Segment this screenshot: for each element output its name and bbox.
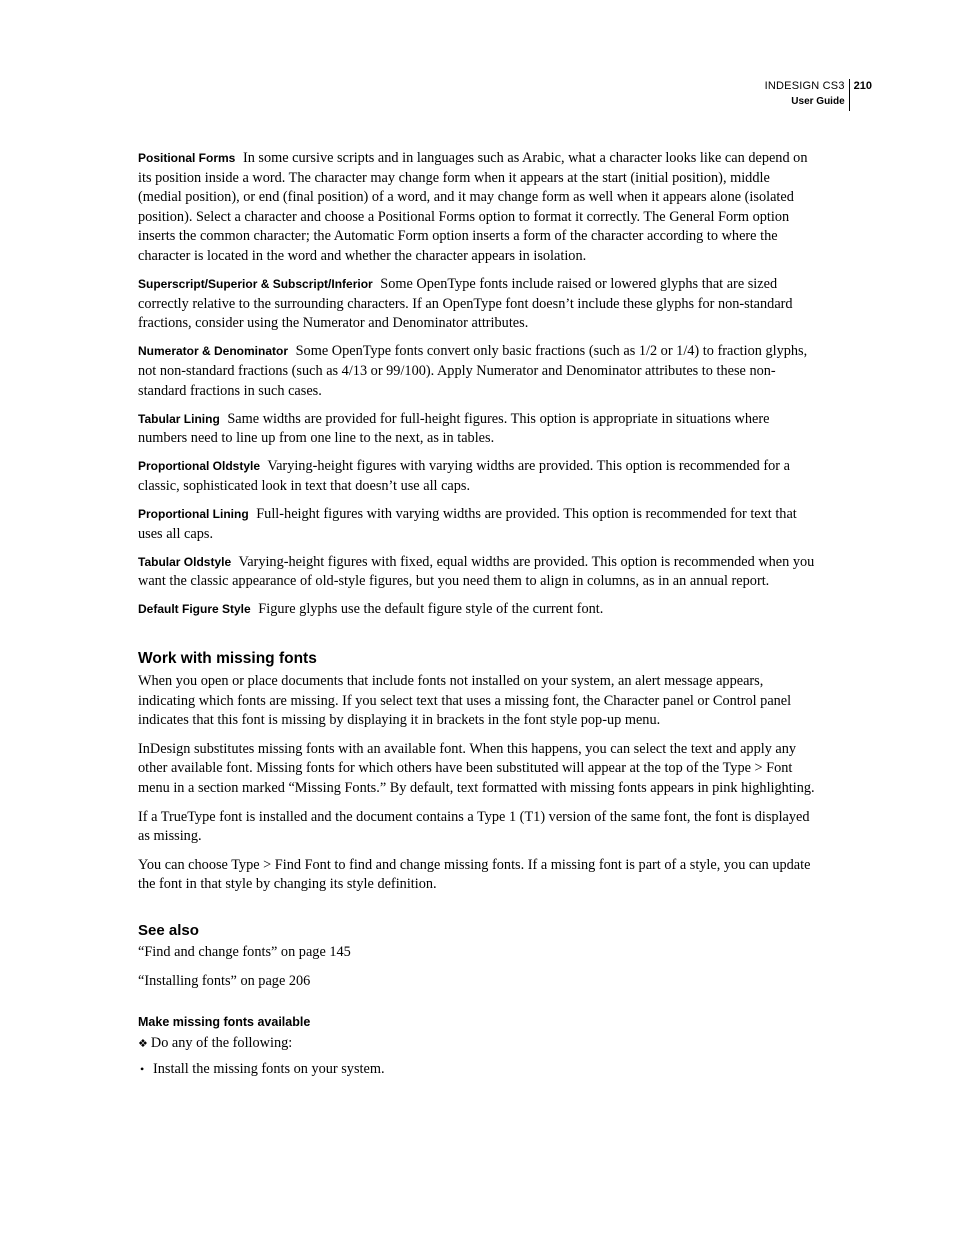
definition-numerator-denominator [138,342,816,401]
definition-term: Proportional Lining [138,507,249,521]
procedure-heading: Make missing fonts available [138,1014,311,1029]
section-paragraph: If a TrueType font is installed and the document contains a Type 1 (T1) version of the same font, the font is displayed as missing. [138,808,810,845]
list-item [138,1060,816,1080]
definition-tabular-lining [138,410,816,449]
section-paragraph: InDesign substitutes missing fonts with an available font. When this happens, you can select the text and apply any other available font. Missing fonts for which others have been substituted will appear at the top of the Type > Font menu in a section marked “Missing Fonts.” By default, text formatted with missing fonts appears in pink highlighting. [138,740,815,796]
definition-proportional-lining [138,505,816,544]
definition-text: Varying-height figures with fixed, equal widths are provided. This option is recommended when you want the classic appearance of old-style figures, but you need them to align in columns, as in an annual report. [138,553,815,590]
definition-superscript-subscript [138,275,816,334]
definition-tabular-oldstyle [138,553,816,592]
procedure-step [138,1034,816,1054]
section-heading: Work with missing fonts [138,649,317,667]
section-paragraph: You can choose Type > Find Font to find and change missing fonts. If a missing font is part of a style, you can update the font in that style by changing its style definition. [138,856,811,893]
running-header [765,79,872,111]
definition-positional-forms [138,149,816,267]
step-text: Do any of the following: [150,1034,293,1051]
bullet-icon: • [140,1062,145,1077]
guide-name: User Guide [791,96,845,107]
definition-term: Positional Forms [138,151,236,165]
page-content [138,149,816,1080]
see-also-link-find-change-fonts[interactable]: “Find and change fonts” on page 145 [138,943,351,960]
list-item-text: Install the missing fonts on your system. [153,1061,385,1078]
definition-text: In some cursive scripts and in languages such as Arabic, what a character looks like can depend on its position inside a word. The character may change form when it appears at the start (initial position), middle (medial position), or end (final position) of a word, and it may change form as well when it appears alone (isolated position). Select a character and choose a Positional Forms option to format it correctly. The General Form option inserts the common character; the Automatic Form option inserts a form of the character according to where the character is located in the word and whether the character appears in isolation. [138,150,808,264]
definition-proportional-oldstyle [138,457,816,496]
definition-term: Default Figure Style [138,602,251,617]
page-number: 210 [853,80,872,92]
product-name: INDESIGN CS3 [764,80,845,92]
section-paragraph: When you open or place documents that include fonts not installed on your system, an alert message appears, indicating which fonts are missing. If you select text that uses a missing font, the Character panel or Control panel indicates that this font is missing by displaying it in brackets in the font style pop-up menu. [138,672,792,729]
definition-text: Figure glyphs use the default figure style of the current font. [258,601,604,618]
definition-default-figure-style [138,600,816,620]
definition-term: Tabular Lining [138,411,220,426]
definition-text: Full-height figures with varying widths are provided. This option is recommended for text that uses all caps. [138,506,797,542]
header-titles [765,79,850,111]
see-also-link-installing-fonts[interactable]: “Installing fonts” on page 206 [138,973,311,989]
definition-term: Proportional Oldstyle [138,459,261,474]
procedure-bullets [138,1060,816,1080]
definition-term: Superscript/Superior & Subscript/Inferior [138,277,373,292]
definition-term: Tabular Oldstyle [138,554,232,569]
definition-term: Numerator & Denominator [138,344,289,359]
definition-text: Some OpenType fonts convert only basic fractions (such as 1/2 or 1/4) to fraction glyphs, not non-standard fractions (such as 4/13 or 99/100). Apply Numerator and Denominator attributes to these non-standard fractions in such cases. [138,343,808,399]
step-marker-icon: ❖ [138,1036,148,1050]
definition-text: Varying-height figures with varying widths are provided. This option is recommended for a classic, sophisticated look in text that doesn’t use all caps. [138,458,790,494]
definition-text: Some OpenType fonts include raised or lowered glyphs that are sized correctly relative to the surrounding characters. If an OpenType font doesn’t include these glyphs for non-standard fractions, consider using the Numerator and Denominator attributes. [138,276,793,332]
see-also-heading: See also [138,921,199,939]
definition-text: Same widths are provided for full-height figures. This option is appropriate in situations where numbers need to line up from one line to the next, as in tables. [138,410,770,447]
